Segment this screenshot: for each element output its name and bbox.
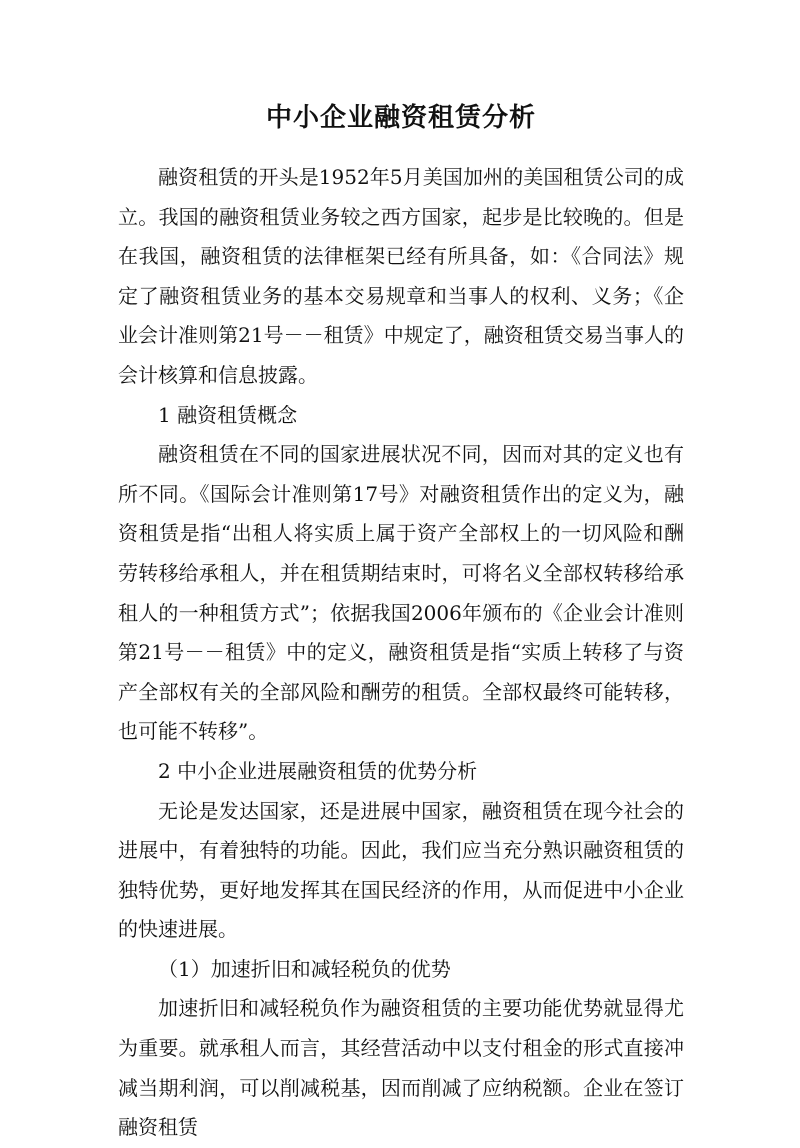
paragraph-intro: 融资租赁的开头是1952年5月美国加州的美国租赁公司的成立。我国的融资租赁业务较之西方国家，起步是比较晚的。但是在我国，融资租赁的法律框架已经有所具备，如：《合同法》规定了融资租赁业务的基本交易规章和当事人的权利、义务；《企业会计准则第21号－－租赁》中规定了，融资租赁交易当事人的会计核算和信息披露。	[118, 165, 684, 387]
paragraph-advantages: 无论是发达国家，还是进展中国家，融资租赁在现今社会的进展中，有着独特的功能。因此，我们应当充分熟识融资租赁的独特优势，更好地发挥其在国民经济的作用，从而促进中小企业的快速进展。	[118, 798, 684, 942]
document-title: 中小企业融资租赁分析	[265, 103, 536, 133]
subsection-heading-1: （1）加速折旧和减轻税负的优势	[158, 956, 451, 981]
paragraph-concept: 融资租赁在不同的国家进展状况不同，因而对其的定义也有所不同。《国际会计准则第17号》对融资租赁作出的定义为，融资租赁是指“出租人将实质上属于资产全部权上的一切风险和酬劳转移给承租人，并在租赁期结束时，可将名义全部权转移给承租人的一种租赁方式”；依据我国2006年颁布的《企业会计准则第21号－－租赁》中的定义，融资租赁是指“实质上转移了与资产全部权有关的全部风险和酬劳的租赁。全部权最终可能转移，也可能不转移”。	[118, 442, 684, 744]
section-heading-2: 2 中小企业进展融资租赁的优势分析	[158, 758, 478, 783]
document-body	[118, 96, 684, 1148]
section-heading-1: 1 融资租赁概念	[158, 402, 298, 427]
paragraph-depreciation: 加速折旧和减轻税负作为融资租赁的主要功能优势就显得尤为重要。就承租人而言，其经营活动中以支付租金的形式直接冲减当期利润，可以削减税基，因而削减了应纳税额。企业在签订融资租赁	[118, 996, 684, 1140]
